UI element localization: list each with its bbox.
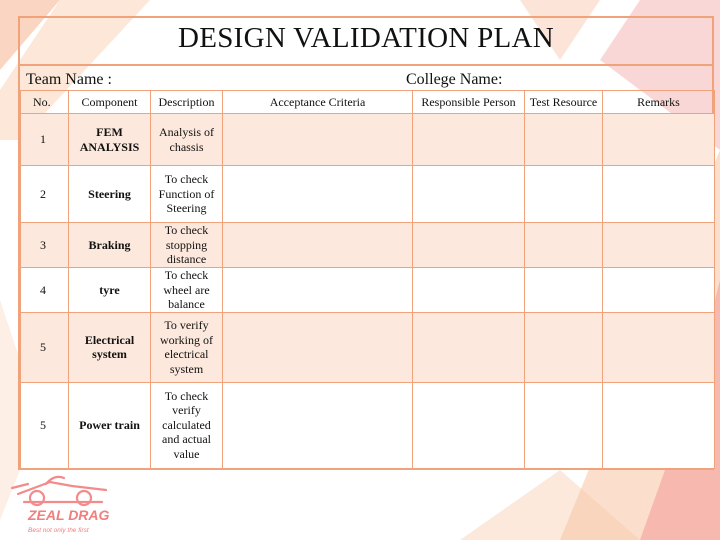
page-title: DESIGN VALIDATION PLAN	[177, 22, 555, 54]
table-row	[21, 312, 715, 382]
cell-remarks[interactable]	[603, 114, 715, 166]
header-acceptance-criteria: Acceptance Criteria	[223, 91, 413, 114]
cell-criteria[interactable]	[223, 268, 413, 313]
cell-resource[interactable]	[525, 223, 603, 268]
cell-criteria[interactable]	[223, 223, 413, 268]
cell-component: Braking	[69, 223, 151, 268]
cell-remarks[interactable]	[603, 223, 715, 268]
cell-resource[interactable]	[525, 114, 603, 166]
cell-criteria[interactable]	[223, 382, 413, 468]
cell-description: Analysis of chassis	[151, 114, 223, 166]
logo-brand-text: ZEAL DRAG	[28, 507, 110, 523]
header-test-resource: Test Resource	[525, 91, 603, 114]
cell-resource[interactable]	[525, 382, 603, 468]
zeal-drag-logo	[10, 468, 120, 538]
cell-person[interactable]	[413, 114, 525, 166]
header-responsible-person: Responsible Person	[413, 91, 525, 114]
header-remarks: Remarks	[603, 91, 715, 114]
cell-person[interactable]	[413, 268, 525, 313]
table-header-row	[21, 91, 715, 114]
cell-description: To check Function of Steering	[151, 166, 223, 223]
cell-description: To check stopping distance	[151, 223, 223, 268]
cell-person[interactable]	[413, 166, 525, 223]
header-component: Component	[69, 91, 151, 114]
cell-person[interactable]	[413, 223, 525, 268]
cell-no: 5	[21, 382, 69, 468]
cell-remarks[interactable]	[603, 382, 715, 468]
cell-component: Steering	[69, 166, 151, 223]
cell-remarks[interactable]	[603, 312, 715, 382]
cell-resource[interactable]	[525, 268, 603, 313]
cell-remarks[interactable]	[603, 268, 715, 313]
kart-icon	[12, 477, 106, 505]
cell-no: 3	[21, 223, 69, 268]
table-row	[21, 268, 715, 313]
cell-criteria[interactable]	[223, 114, 413, 166]
team-name-label: Team Name :	[26, 71, 112, 88]
table-row	[21, 382, 715, 468]
validation-plan-table	[20, 90, 715, 469]
logo-tagline-text: Best not only the first	[28, 527, 89, 534]
cell-remarks[interactable]	[603, 166, 715, 223]
cell-no: 5	[21, 312, 69, 382]
table-row	[21, 223, 715, 268]
cell-person[interactable]	[413, 382, 525, 468]
cell-no: 1	[21, 114, 69, 166]
header-description: Description	[151, 91, 223, 114]
cell-component: FEM ANALYSIS	[69, 114, 151, 166]
cell-no: 4	[21, 268, 69, 313]
cell-component: Electrical system	[69, 312, 151, 382]
cell-description: To check wheel are balance	[151, 268, 223, 313]
cell-component: tyre	[69, 268, 151, 313]
table-row	[21, 114, 715, 166]
cell-description: To check verify calculated and actual value	[151, 382, 223, 468]
cell-component: Power train	[69, 382, 151, 468]
cell-description: To verify working of electrical system	[151, 312, 223, 382]
header-no: No.	[21, 91, 69, 114]
table-row	[21, 166, 715, 223]
cell-resource[interactable]	[525, 166, 603, 223]
cell-criteria[interactable]	[223, 166, 413, 223]
college-name-label: College Name:	[406, 71, 503, 88]
cell-resource[interactable]	[525, 312, 603, 382]
cell-no: 2	[21, 166, 69, 223]
cell-criteria[interactable]	[223, 312, 413, 382]
cell-person[interactable]	[413, 312, 525, 382]
